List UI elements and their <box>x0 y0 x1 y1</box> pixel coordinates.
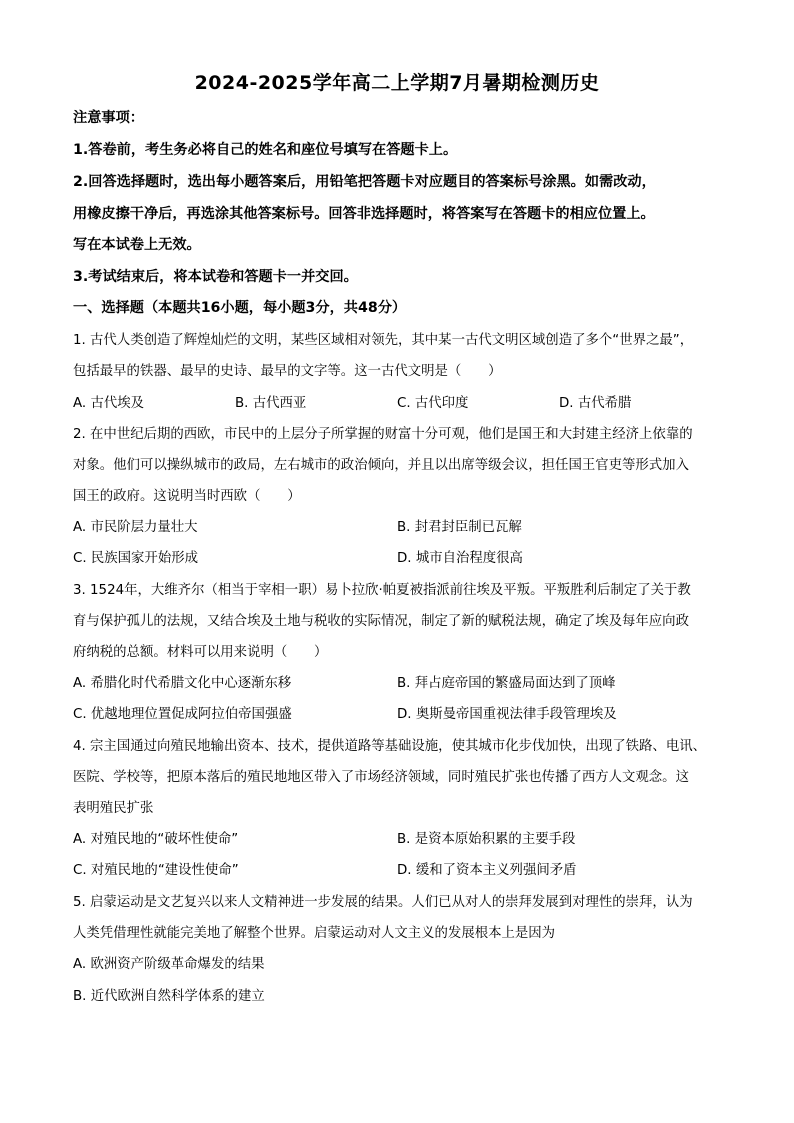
question-1-option-b: B. 古代西亚 <box>235 396 307 411</box>
question-5-text: 人类凭借理性就能完美地了解整个世界。启蒙运动对人文主义的发展根本上是因为 <box>73 926 556 941</box>
question-2-text: 对象。他们可以操纵城市的政局，左右城市的政治倾向，并且以出席等级会议，担任国王官吏等形式加入 <box>73 458 689 473</box>
question-1-text: 包括最早的铁器、最早的史诗、最早的文字等。这一古代文明是（ ） <box>73 364 502 379</box>
question-4-text: 医院、学校等，把原本落后的殖民地地区带入了市场经济领域，同时殖民扩张也传播了西方人文观念。这 <box>73 770 689 785</box>
question-3-text: 府纳税的总额。材料可以用来说明（ ） <box>73 645 328 660</box>
question-1-text: 1. 古代人类创造了辉煌灿烂的文明，某些区域相对领先，其中某一古代文明区域创造了多个“世界之最”， <box>73 333 694 348</box>
question-3-option-d: D. 奥斯曼帝国重视法律手段管理埃及 <box>397 707 617 722</box>
notice-item: 写在本试卷上无效。 <box>73 237 201 253</box>
question-4-option-a: A. 对殖民地的“破坏性使命” <box>73 832 239 847</box>
notice-item: 3.考试结束后，将本试卷和答题卡一并交回。 <box>73 269 358 285</box>
question-1-option-a: A. 古代埃及 <box>73 396 144 411</box>
question-5-option-a: A. 欧洲资产阶级革命爆发的结果 <box>73 957 265 972</box>
question-4-option-b: B. 是资本原始积累的主要手段 <box>397 832 576 847</box>
notice-item: 1.答卷前，考生务必将自己的姓名和座位号填写在答题卡上。 <box>73 142 458 158</box>
question-3-text: 3. 1524年，大维齐尔（相当于宰相一职）易卜拉欣·帕夏被指派前往埃及平叛。平叛胜利后制定了关于教 <box>73 583 691 598</box>
question-3-option-a: A. 希腊化时代希腊文化中心逐渐东移 <box>73 676 292 691</box>
question-2-option-d: D. 城市自治程度很高 <box>397 551 523 566</box>
question-4-text: 4. 宗主国通过向殖民地输出资本、技术，提供道路等基础设施，使其城市化步伐加快，出现了铁路、电讯、 <box>73 739 706 754</box>
question-2-option-a: A. 市民阶层力量壮大 <box>73 520 198 535</box>
question-1-option-c: C. 古代印度 <box>397 396 469 411</box>
section-heading: 一、选择题（本题共16小题，每小题3分，共48分） <box>73 300 407 316</box>
question-3-option-c: C. 优越地理位置促成阿拉伯帝国强盛 <box>73 707 292 722</box>
question-1-option-d: D. 古代希腊 <box>559 396 632 411</box>
question-4-option-c: C. 对殖民地的“建设性使命” <box>73 863 239 878</box>
notice-item: 2.回答选择题时，选出每小题答案后，用铅笔把答题卡对应题目的答案标号涂黑。如需改动， <box>73 174 656 190</box>
question-2-text: 2. 在中世纪后期的西欧，市民中的上层分子所掌握的财富十分可观，他们是国王和大封建主经济上依靠的 <box>73 427 693 442</box>
question-5-option-b: B. 近代欧洲自然科学体系的建立 <box>73 989 265 1004</box>
question-4-text: 表明殖民扩张 <box>73 801 154 816</box>
question-2-option-c: C. 民族国家开始形成 <box>73 551 198 566</box>
question-2-text: 国王的政府。这说明当时西欧（ ） <box>73 489 301 504</box>
page-title: 2024-2025学年高二上学期7月暑期检测历史 <box>194 72 600 94</box>
question-2-option-b: B. 封君封臣制已瓦解 <box>397 520 522 535</box>
question-3-text: 育与保护孤儿的法规，又结合埃及土地与税收的实际情况，制定了新的赋税法规，确定了埃及每年应向政 <box>73 614 689 629</box>
notice-heading: 注意事项： <box>73 110 144 126</box>
question-3-option-b: B. 拜占庭帝国的繁盛局面达到了顶峰 <box>397 676 616 691</box>
question-4-option-d: D. 缓和了资本主义列强间矛盾 <box>397 863 577 878</box>
notice-item: 用橡皮擦干净后，再选涂其他答案标号。回答非选择题时，将答案写在答题卡的相应位置上。 <box>73 206 655 222</box>
question-5-text: 5. 启蒙运动是文艺复兴以来人文精神进一步发展的结果。人们已从对人的崇拜发展到对理性的崇拜，认为 <box>73 895 693 910</box>
